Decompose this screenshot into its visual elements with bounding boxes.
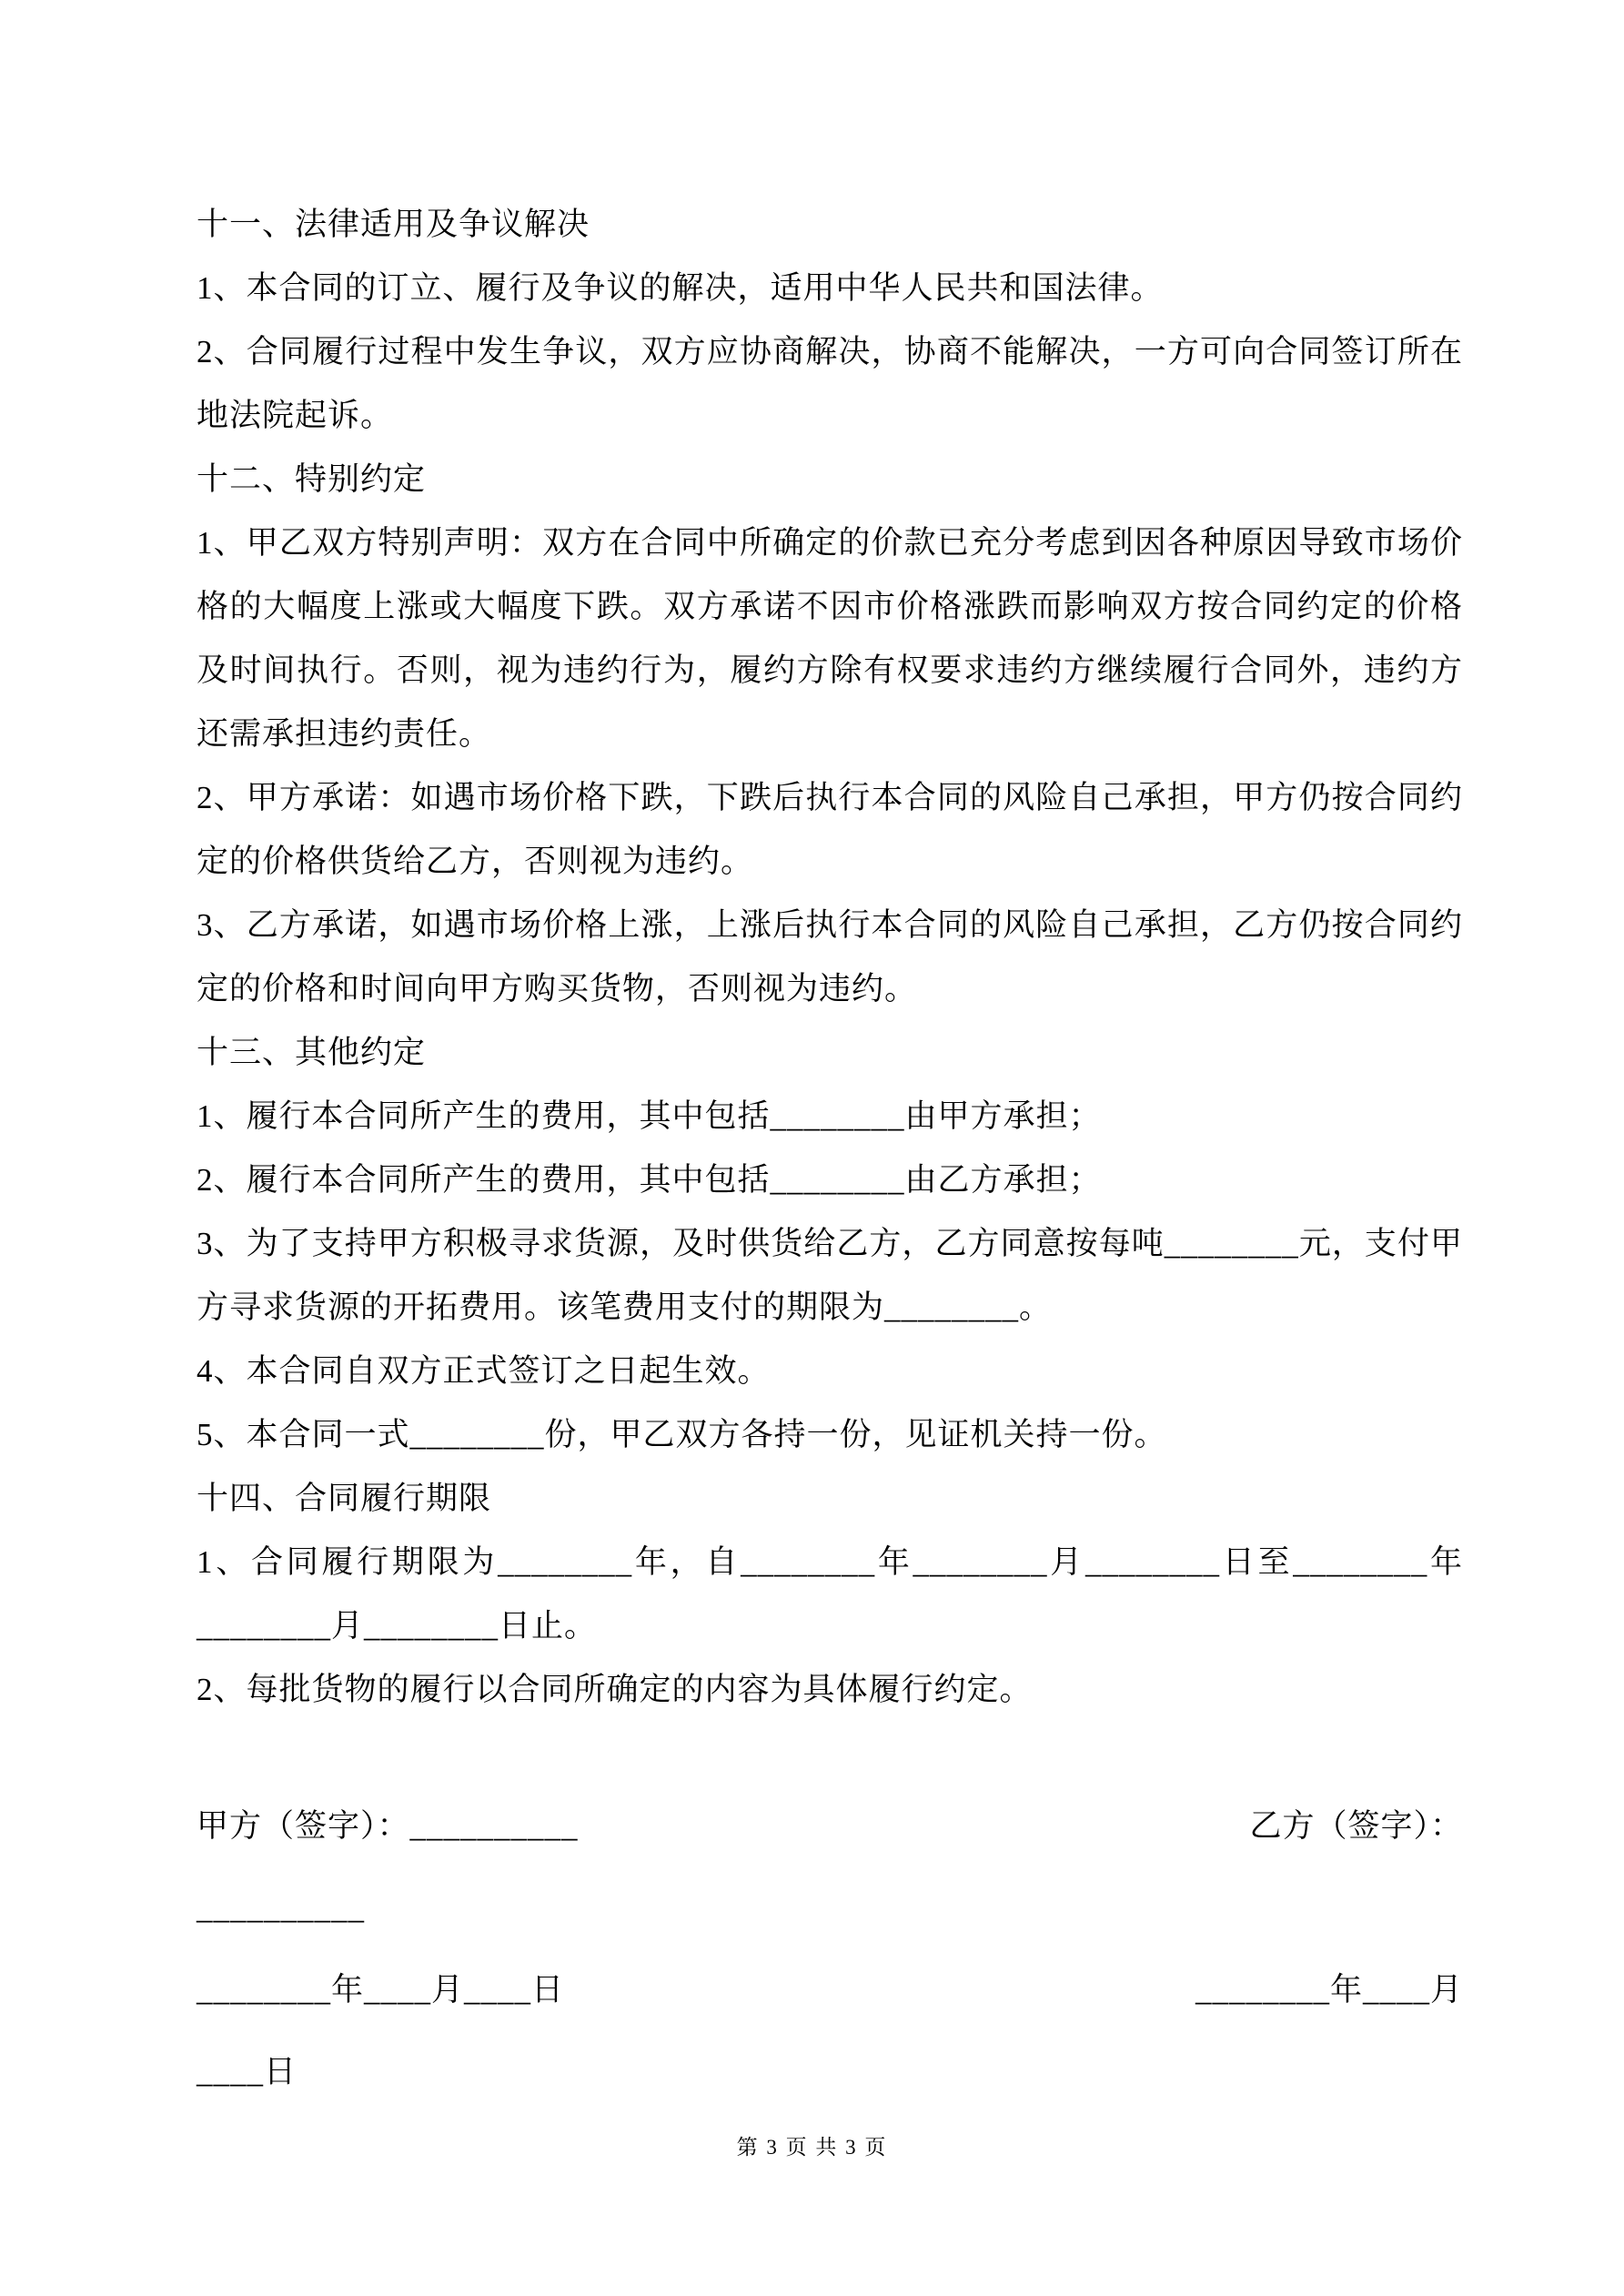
signature-block bbox=[197, 1785, 1463, 2113]
contract-paragraph: 2、甲方承诺：如遇市场价格下跌，下跌后执行本合同的风险自己承担，甲方仍按合同约定的价格供货给乙方，否则视为违约。 bbox=[197, 780, 1463, 879]
contract-paragraph: 2、每批货物的履行以合同所确定的内容为具体履行约定。 bbox=[197, 1672, 1033, 1707]
party-b-date-wrap: ____日 bbox=[197, 2054, 298, 2089]
contract-paragraph: 1、履行本合同所产生的费用，其中包括________由甲方承担； bbox=[197, 1098, 1102, 1134]
contract-paragraph: 1、合同履行期限为________年，自________年________月________日至________年________月________日止。 bbox=[197, 1544, 1463, 1644]
party-a-signature-blank: __________ bbox=[409, 1808, 579, 1844]
party-b-signature-label: 乙方（签字）： bbox=[1249, 1808, 1463, 1844]
contract-paragraph: 1、甲乙双方特别声明：双方在合同中所确定的价款已充分考虑到因各种原因导致市场价格的大幅度上涨或大幅度下跌。双方承诺不因市价格涨跌而影响双方按合同约定的价格及时间执行。否则，视为违约行为，履约方除有权要求违约方继续履行合同外，违约方还需承担违约责任。 bbox=[197, 525, 1463, 752]
party-a-signature-label bbox=[197, 1785, 579, 1867]
section-heading: 十三、其他约定 bbox=[197, 1035, 427, 1070]
party-b-date-blank: ________年____月 bbox=[1195, 1972, 1463, 2008]
contract-paragraph: 2、履行本合同所产生的费用，其中包括________由乙方承担； bbox=[197, 1162, 1102, 1198]
contract-paragraph: 2、合同履行过程中发生争议，双方应协商解决，协商不能解决，一方可向合同签订所在地法院起诉。 bbox=[197, 334, 1463, 433]
contract-paragraph: 3、为了支持甲方积极寻求货源，及时供货给乙方，乙方同意按每吨________元，支付甲方寻求货源的开拓费用。该笔费用支付的期限为________。 bbox=[197, 1226, 1463, 1325]
contract-body bbox=[197, 193, 1463, 2113]
contract-paragraph: 3、乙方承诺，如遇市场价格上涨，上涨后执行本合同的风险自己承担，乙方仍按合同约定的价格和时间向甲方购买货物，否则视为违约。 bbox=[197, 907, 1463, 1006]
section-heading: 十一、法律适用及争议解决 bbox=[197, 207, 590, 242]
contract-paragraph: 5、本合同一式________份，甲乙双方各持一份，见证机关持一份。 bbox=[197, 1417, 1167, 1452]
signature-extra-blank-line: __________ bbox=[197, 1890, 365, 1926]
signature-row-labels bbox=[197, 1785, 1463, 1867]
signature-row-dates bbox=[197, 1949, 1463, 2031]
section-heading: 十四、合同履行期限 bbox=[197, 1481, 492, 1516]
page-number-footer: 第 3 页 共 3 页 bbox=[736, 2136, 888, 2159]
contract-paragraph: 4、本合同自双方正式签订之日起生效。 bbox=[197, 1353, 771, 1389]
party-a-date-blank: ________年____月____日 bbox=[197, 1972, 565, 2008]
section-heading: 十二、特别约定 bbox=[197, 461, 427, 497]
contract-paragraph: 1、本合同的订立、履行及争议的解决，适用中华人民共和国法律。 bbox=[197, 270, 1164, 306]
party-a-signature-caption: 甲方（签字）： bbox=[197, 1808, 410, 1844]
